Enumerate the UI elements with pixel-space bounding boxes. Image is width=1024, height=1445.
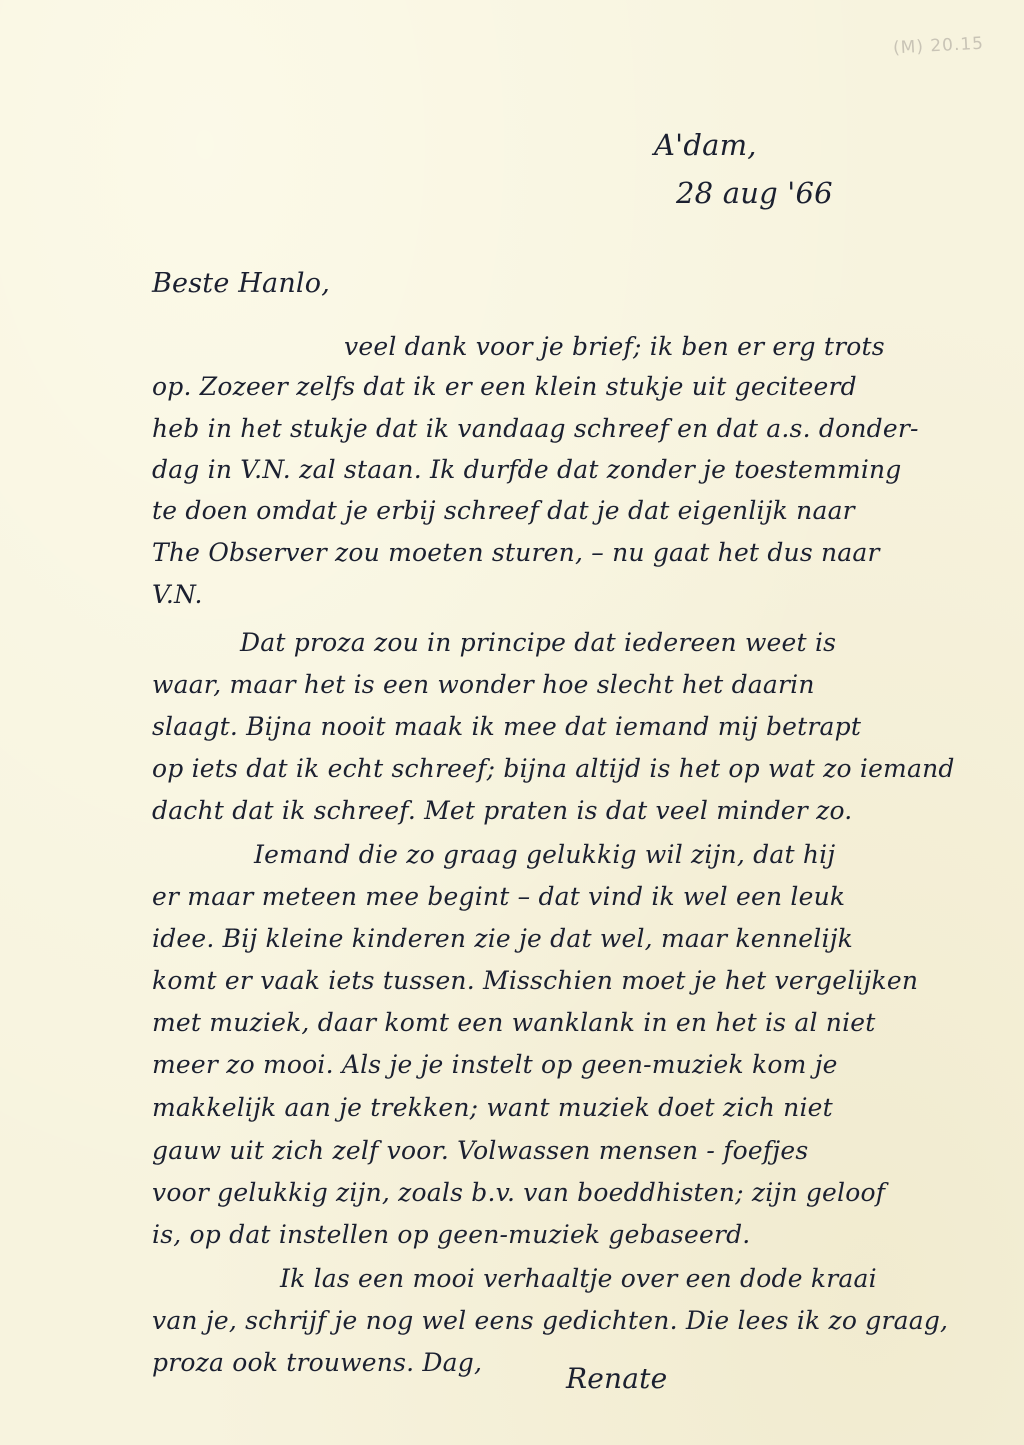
body-line: meer zo mooi. Als je je instelt op geen-muziek kom je [152,1050,838,1079]
body-line: The Observer zou moeten sturen, – nu gaat het dus naar [152,538,880,567]
letter-place: A'dam, [654,128,757,162]
body-line: gauw uit zich zelf voor. Volwassen mensen - foefjes [152,1136,809,1165]
archive-mark: (M) 20.15 [892,33,985,59]
body-line: dag in V.N. zal staan. Ik durfde dat zonder je toestemming [152,455,902,484]
body-line: proza ook trouwens. Dag, [152,1348,483,1377]
body-line: Dat proza zou in principe dat iedereen weet is [240,628,837,657]
body-line: met muziek, daar komt een wanklank in en het is al niet [152,1008,876,1037]
body-line: er maar meteen mee begint – dat vind ik wel een leuk [152,882,846,911]
body-line: van je, schrijf je nog wel eens gedichten. Die lees ik zo graag, [152,1306,949,1335]
body-line: dacht dat ik schreef. Met praten is dat veel minder zo. [152,796,853,825]
body-line: op. Zozeer zelfs dat ik er een klein stukje uit geciteerd [152,372,857,401]
body-line: veel dank voor je brief; ik ben er erg trots [344,332,885,361]
body-line: voor gelukkig zijn, zoals b.v. van boeddhisten; zijn geloof [152,1178,886,1207]
body-line: te doen omdat je erbij schreef dat je dat eigenlijk naar [152,496,855,525]
body-line: idee. Bij kleine kinderen zie je dat wel, maar kennelijk [152,924,853,953]
body-line: heb in het stukje dat ik vandaag schreef en dat a.s. donder- [152,414,919,443]
body-line: waar, maar het is een wonder hoe slecht het daarin [152,670,815,699]
body-line: V.N. [152,580,203,609]
body-line: op iets dat ik echt schreef; bijna altijd is het op wat zo iemand [152,754,955,783]
body-line: is, op dat instellen op geen-muziek gebaseerd. [152,1220,751,1249]
body-line: slaagt. Bijna nooit maak ik mee dat iemand mij betrapt [152,712,862,741]
body-line: Iemand die zo graag gelukkig wil zijn, dat hij [254,840,836,869]
letter-date: 28 aug '66 [676,176,833,210]
letter-salutation: Beste Hanlo, [152,268,330,299]
letter-signature: Renate [566,1362,668,1395]
body-line: makkelijk aan je trekken; want muziek doet zich niet [152,1093,833,1122]
body-line: komt er vaak iets tussen. Misschien moet je het vergelijken [152,966,919,995]
body-line: Ik las een mooi verhaaltje over een dode kraai [280,1264,877,1293]
